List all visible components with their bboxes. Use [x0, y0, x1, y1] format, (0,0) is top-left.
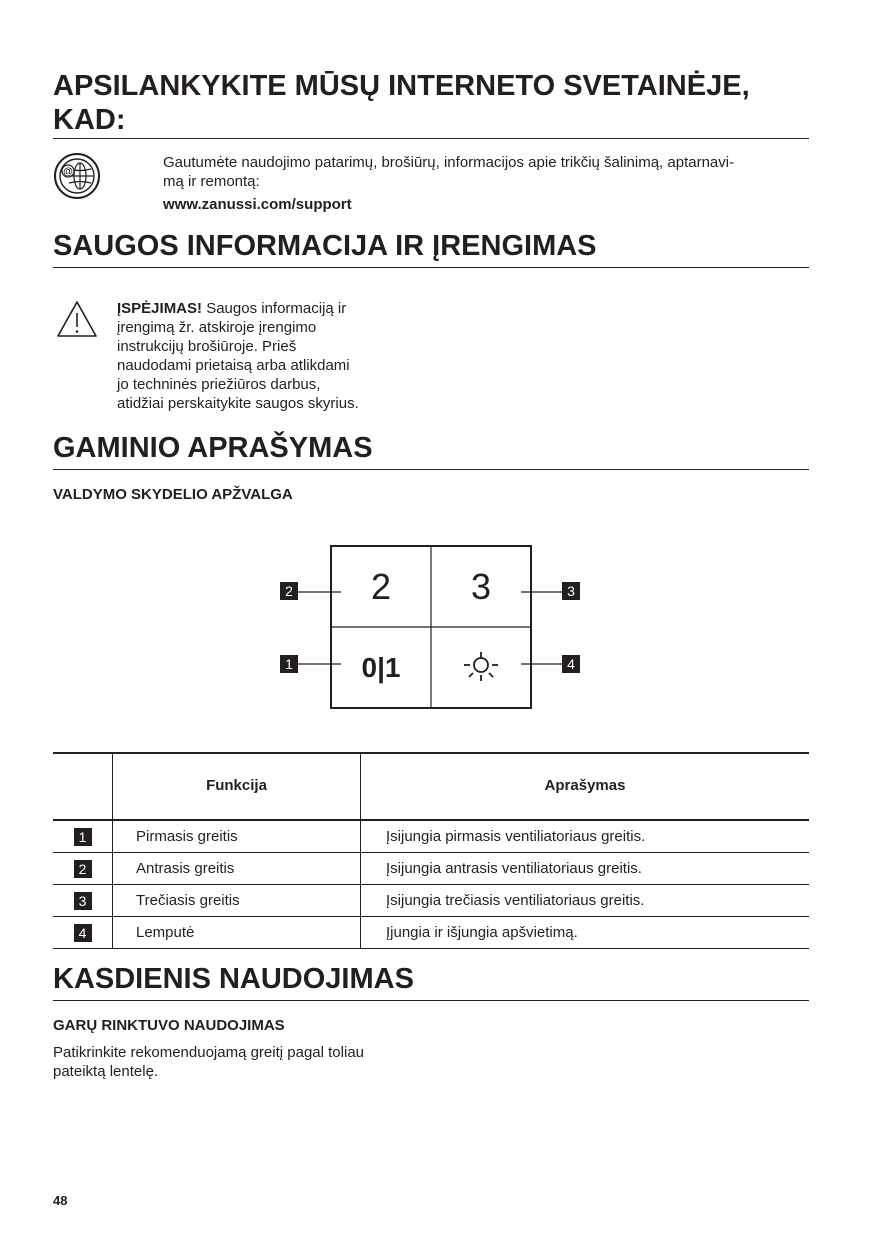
row-description: Įsijungia trečiasis ventiliatoriaus greitis. — [361, 885, 810, 917]
support-link[interactable]: www.zanussi.com/support — [163, 196, 352, 213]
row-description: Įsijungia pirmasis ventiliatoriaus greitis. — [361, 820, 810, 853]
website-text-1: Gautumėte naudojimo patarimų, brošiūrų, informacijos apie trikčių šalinimą, aptarnavi- — [163, 154, 735, 171]
callout-2: 2 — [280, 582, 298, 600]
header-num — [53, 752, 113, 820]
speed-2-button[interactable]: 2 — [370, 565, 392, 607]
svg-text:@: @ — [63, 166, 73, 178]
table-row — [53, 820, 809, 853]
section-title-daily-use: KASDIENIS NAUDOJIMAS — [53, 963, 414, 995]
globe-icon — [53, 152, 101, 200]
row-function: Trečiasis greitis — [113, 885, 361, 917]
section-title-website — [53, 69, 750, 137]
title-line-2: KAD: — [53, 104, 126, 136]
table-row — [53, 853, 809, 885]
row-badge: 2 — [74, 860, 92, 878]
header-description: Aprašymas — [361, 752, 810, 820]
row-function: Pirmasis greitis — [113, 820, 361, 853]
hood-usage-line: pateiktą lentelę. — [53, 1063, 159, 1080]
table-row — [53, 917, 809, 949]
warning-line: Saugos informaciją ir — [202, 300, 347, 317]
warning-line: atidžiai perskaitykite saugos skyrius. — [117, 395, 359, 412]
row-badge: 4 — [74, 924, 92, 942]
row-function: Lemputė — [113, 917, 361, 949]
callout-1: 1 — [280, 655, 298, 673]
row-badge: 3 — [74, 892, 92, 910]
divider — [53, 267, 809, 268]
callout-3: 3 — [562, 582, 580, 600]
panel-overview-subtitle: VALDYMO SKYDELIO APŽVALGA — [53, 486, 293, 503]
callout-4: 4 — [562, 655, 580, 673]
warning-icon — [56, 300, 98, 338]
warning-line: įrengimą žr. atskiroje įrengimo — [117, 319, 317, 336]
hood-usage-text — [53, 1043, 453, 1081]
website-info — [163, 153, 813, 214]
warning-text — [117, 299, 417, 413]
page-number: 48 — [53, 1193, 68, 1208]
row-function: Antrasis greitis — [113, 853, 361, 885]
divider — [53, 1000, 809, 1001]
function-table — [53, 752, 809, 949]
warning-line: jo techninės priežiūros darbus, — [117, 376, 321, 393]
warning-line: naudodami prietaisą arba atlikdami — [117, 357, 350, 374]
speed-3-button[interactable]: 3 — [470, 565, 492, 607]
row-badge: 1 — [74, 828, 92, 846]
warning-line: instrukcijų brošiūroje. Prieš — [117, 338, 297, 355]
title-line-1: APSILANKYKITE MŪSŲ INTERNETO SVETAINĖJE, — [53, 70, 750, 102]
website-text-2: mą ir remontą: — [163, 173, 260, 190]
row-description: Įsijungia antrasis ventiliatoriaus greitis. — [361, 853, 810, 885]
divider — [53, 138, 809, 139]
table-header-row — [53, 752, 809, 820]
warning-label: ĮSPĖJIMAS! — [117, 300, 203, 317]
section-title-safety: SAUGOS INFORMACIJA IR ĮRENGIMAS — [53, 230, 597, 262]
divider — [53, 469, 809, 470]
table-row — [53, 885, 809, 917]
light-button[interactable] — [431, 627, 531, 708]
section-title-product: GAMINIO APRAŠYMAS — [53, 432, 373, 464]
on-off-button[interactable]: 0|1 — [361, 651, 401, 683]
row-description: Įjungia ir išjungia apšvietimą. — [361, 917, 810, 949]
hood-usage-line: Patikrinkite rekomenduojamą greitį pagal toliau — [53, 1044, 365, 1061]
hood-usage-subtitle: GARŲ RINKTUVO NAUDOJIMAS — [53, 1017, 285, 1034]
header-function: Funkcija — [113, 752, 361, 820]
